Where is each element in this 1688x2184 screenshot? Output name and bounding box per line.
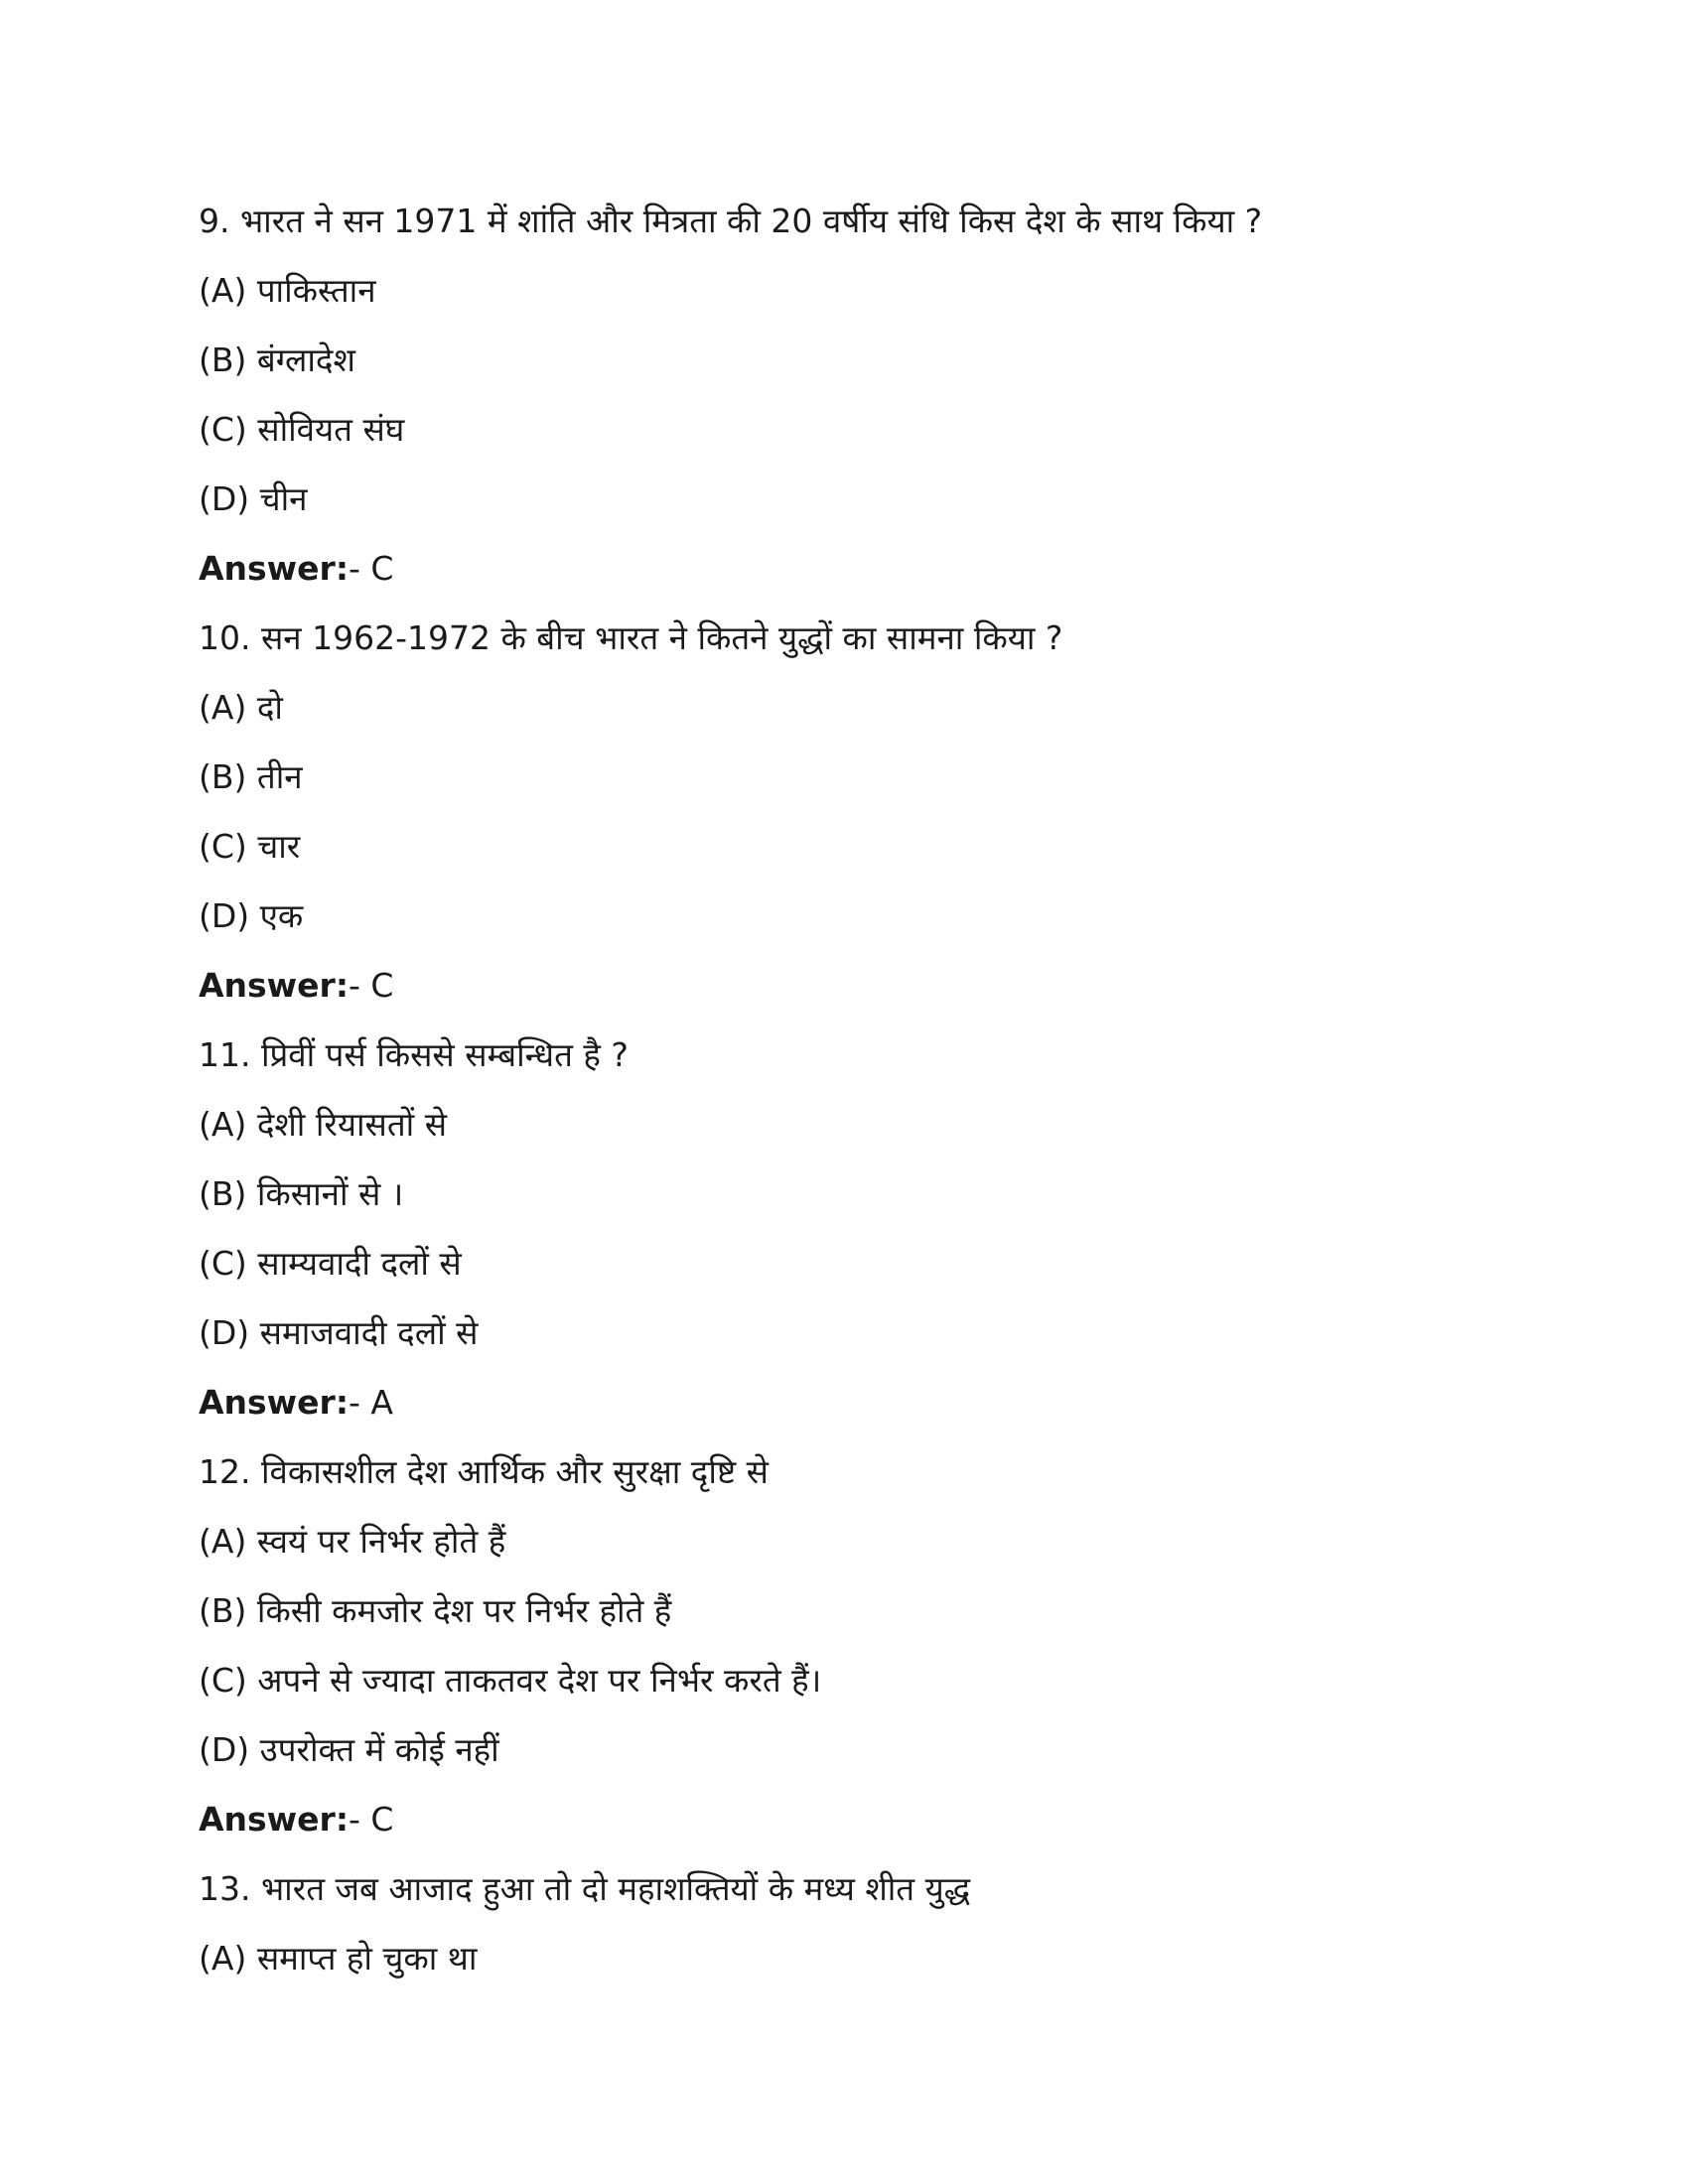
question-11-answer (199, 1377, 1489, 1446)
question-11-option-a: (A) देशी रियासतों से (199, 1105, 448, 1144)
question-11-option-b: (B) किसानों से । (199, 1174, 404, 1213)
question-12-option-d: (D) उपरोक्त में कोई नहीं (199, 1730, 499, 1769)
question-12-answer (199, 1794, 1489, 1863)
question-9-option-d: (D) चीन (199, 479, 308, 518)
question-10-option-d: (D) एक (199, 896, 304, 935)
question-11-option-c: (C) साम्यवादी दलों से (199, 1244, 462, 1283)
question-12-text: 12. विकासशील देश आर्थिक और सुरक्षा दृष्टि से (199, 1452, 769, 1491)
answer-value: - C (349, 549, 394, 588)
question-10-option-c: (C) चार (199, 827, 301, 866)
question-12-option-b: (B) किसी कमजोर देश पर निर्भर होते हैं (199, 1591, 672, 1630)
question-11-option-d: (D) समाजवादी दलों से (199, 1313, 479, 1352)
answer-value: - C (349, 966, 394, 1005)
question-10-answer (199, 960, 1489, 1029)
document-page (199, 196, 1489, 2002)
question-9-option-b: (B) बंग्लादेश (199, 341, 355, 379)
question-9-text: 9. भारत ने सन 1971 में शांति और मित्रता की 20 वर्षीय संधि किस देश के साथ किया ? (199, 202, 1263, 240)
question-9-option-a: (A) पाकिस्तान (199, 271, 376, 310)
question-10-option-b: (B) तीन (199, 757, 303, 796)
answer-value: - A (349, 1383, 393, 1422)
answer-label: Answer: (199, 1383, 350, 1422)
answer-value: - C (349, 1800, 394, 1839)
question-11-text: 11. प्रिवीं पर्स किससे सम्बन्धित है ? (199, 1035, 629, 1074)
question-13-option-a: (A) समाप्त हो चुका था (199, 1939, 478, 1978)
question-9-answer (199, 543, 1489, 613)
answer-label: Answer: (199, 549, 350, 588)
question-9-option-c: (C) सोवियत संघ (199, 410, 405, 449)
question-12-option-a: (A) स्वयं पर निर्भर होते हैं (199, 1522, 506, 1561)
question-10-option-a: (A) दो (199, 688, 283, 727)
question-12-option-c: (C) अपने से ज्यादा ताकतवर देश पर निर्भर करते हैं। (199, 1661, 822, 1700)
question-13-text: 13. भारत जब आजाद हुआ तो दो महाशक्तियों के मध्य शीत युद्ध (199, 1869, 971, 1908)
question-10-text: 10. सन 1962-1972 के बीच भारत ने कितने युद्धों का सामना किया ? (199, 618, 1063, 657)
answer-label: Answer: (199, 966, 350, 1005)
answer-label: Answer: (199, 1800, 350, 1839)
